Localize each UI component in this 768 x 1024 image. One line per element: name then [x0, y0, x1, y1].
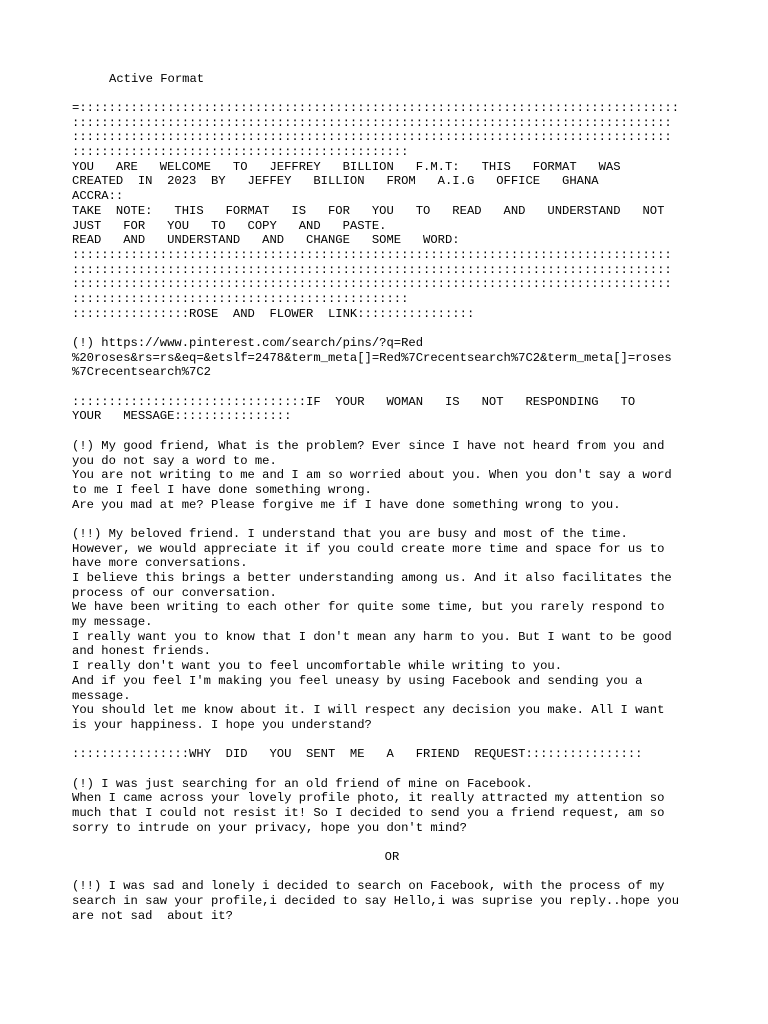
text-line: Are you mad at me? Please forgive me if I have done something wrong to you.	[72, 497, 621, 512]
text-line: you do not say a word to me.	[72, 453, 277, 468]
text-line: search in saw your profile,i decided to say Hello,i was suprise you reply..hope you	[72, 894, 680, 909]
text-line: my message.	[72, 615, 153, 630]
blank-line	[72, 424, 712, 439]
text-line: ::::::::::::::::::::::::::::::::::::::::::::::::::::::::::::::::::::::::::::::::::	[72, 130, 672, 145]
document-body	[72, 101, 712, 924]
blank-line	[72, 762, 712, 777]
text-line: ::::::::::::::::::::::::::::::::::::::::::::::	[72, 291, 409, 306]
text-line: CREATED IN 2023 BY JEFFEY BILLION FROM A.I.G OFFICE GHANA	[72, 174, 599, 189]
text-line: (!!) I was sad and lonely i decided to search on Facebook, with the process of my	[72, 879, 665, 894]
text-line: much that I could not resist it! So I decided to send you a friend request, am so	[72, 806, 665, 820]
text-line: READ AND UNDERSTAND AND CHANGE SOME WORD:	[72, 233, 460, 248]
text-line: process of our conversation.	[72, 585, 277, 600]
text-line: I really want you to know that I don't mean any harm to you. But I want to be good	[72, 629, 672, 644]
text-line: is your happiness. I hope you understand?	[72, 717, 372, 732]
document-title: Active Format	[109, 72, 205, 86]
text-line: ::::::::::::::::::::::::::::::::IF YOUR WOMAN IS NOT RESPONDING TO	[72, 394, 636, 409]
text-line: You should let me know about it. I will respect any decision you make. All I want	[72, 703, 665, 718]
text-line: ::::::::::::::::::::::::::::::::::::::::::::::::::::::::::::::::::::::::::::::::::	[72, 277, 672, 292]
blank-line	[72, 835, 712, 850]
text-line: You are not writing to me and I am so worried about you. When you don't say a word	[72, 468, 672, 483]
text-line: message.	[72, 688, 131, 703]
text-line: =::::::::::::::::::::::::::::::::::::::::::::::::::::::::::::::::::::::::::::::::::	[72, 101, 680, 115]
blank-line	[72, 865, 712, 880]
text-line: %7Crecentsearch%7C2	[72, 365, 211, 380]
text-line: to me I feel I have done something wrong.	[72, 482, 372, 497]
text-line: We have been writing to each other for quite some time, but you rarely respond to	[72, 600, 665, 615]
text-line: have more conversations.	[72, 556, 248, 571]
text-line: ::::::::::::::::::::::::::::::::::::::::::::::::::::::::::::::::::::::::::::::::::	[72, 115, 672, 130]
text-line: sorry to intrude on your privacy, hope you don't mind?	[72, 820, 467, 835]
text-line: ACCRA::	[72, 189, 124, 204]
text-line: YOUR MESSAGE::::::::::::::::	[72, 409, 292, 424]
blank-line	[72, 512, 712, 527]
blank-line	[72, 380, 712, 395]
text-line: ::::::::::::::::WHY DID YOU SENT ME A FRIEND REQUEST::::::::::::::::	[72, 747, 643, 762]
text-line: (!) https://www.pinterest.com/search/pins/?q=Red	[72, 336, 424, 350]
text-line: (!) My good friend, What is the problem? Ever since I have not heard from you and	[72, 438, 665, 453]
blank-line	[72, 321, 712, 336]
text-line: YOU ARE WELCOME TO JEFFREY BILLION F.M.T: THIS FORMAT WAS	[72, 159, 621, 174]
text-line: TAKE NOTE: THIS FORMAT IS FOR YOU TO READ AND UNDERSTAND NOT	[72, 203, 665, 218]
text-line: OR	[384, 850, 400, 865]
text-line: And if you feel I'm making you feel uneasy by using Facebook and sending you a	[72, 673, 643, 688]
text-line: are not sad about it?	[72, 908, 233, 923]
text-line: %20roses&rs=rs&eq=&etslf=2478&term_meta[]=Red%7Crecentsearch%7C2&term_meta[]=roses	[72, 350, 672, 365]
text-line: (!!) My beloved friend. I understand that you are busy and most of the time.	[72, 526, 628, 541]
text-line: and honest friends.	[72, 644, 211, 659]
text-line: I believe this brings a better understanding among us. And it also facilitates the	[72, 571, 672, 585]
blank-line	[72, 733, 712, 748]
text-line: ::::::::::::::::ROSE AND FLOWER LINK::::::::::::::::	[72, 306, 475, 321]
text-line: ::::::::::::::::::::::::::::::::::::::::::::::::::::::::::::::::::::::::::::::::::	[72, 247, 672, 262]
text-line: ::::::::::::::::::::::::::::::::::::::::::::::	[72, 145, 409, 160]
text-line: ::::::::::::::::::::::::::::::::::::::::::::::::::::::::::::::::::::::::::::::::::	[72, 262, 672, 277]
text-line: When I came across your lovely profile photo, it really attracted my attention so	[72, 791, 665, 806]
text-line: JUST FOR YOU TO COPY AND PASTE.	[72, 218, 387, 233]
text-line: I really don't want you to feel uncomfortable while writing to you.	[72, 659, 563, 674]
text-line: However, we would appreciate it if you could create more time and space for us to	[72, 541, 665, 556]
text-line: (!) I was just searching for an old friend of mine on Facebook.	[72, 776, 533, 791]
